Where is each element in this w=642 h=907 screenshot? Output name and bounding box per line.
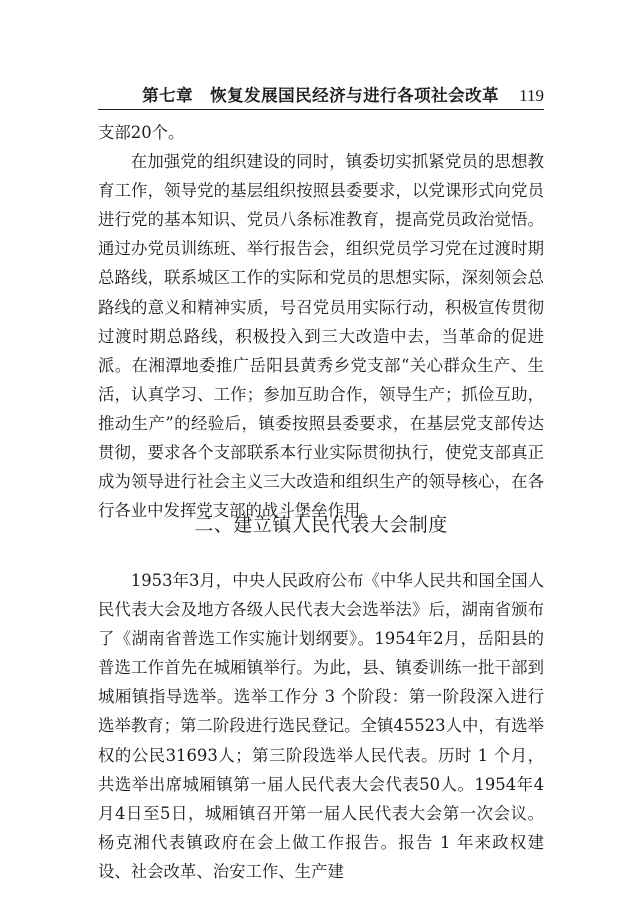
chapter-title: 第七章 恢复发展国民经济与进行各项社会改革 xyxy=(142,86,500,105)
paragraph-party-education: 在加强党的组织建设的同时，镇委切实抓紧党员的思想教育工作，领导党的基层组织按照县委要求，以党课形式向党员进行党的基本知识、党员八条标准教育，提高党员政治觉悟。通过办党员训练班、举行报告会，组织党员学习党在过渡时期总路线，联系城区工作的实际和党员的思想实际，深刻领会总路线的意义和精神实质，号召党员用实际行动，积极宣传贯彻过渡时期总路线，积极投入到三大改造中去，当革命的促进派。在湘潭地委推广岳阳县黄秀乡党支部“关心群众生产、生活，认真学习、工作；参加互助合作，领导生产；抓俭互助，推动生产”的经验后，镇委按照县委要求，在基层党支部传达贯彻，要求各个支部联系本行业实际贯彻执行，使党支部真正成为领导进行社会主义三大改造和组织生产的领导核心，在各行各业中发挥党支部的战斗堡垒作用。 xyxy=(98,152,544,521)
text-block-after-heading xyxy=(98,566,544,886)
paragraph-election: 1953年3月，中央人民政府公布《中华人民共和国全国人民代表大会及地方各级人民代表大会选举法》后，湖南省颁布了《湖南省普选工作实施计划纲要》。1954年2月，岳阳县的普选工作首先在城厢镇举行。为此，县、镇委训练一批干部到城厢镇指导选举。选举工作分 3 个阶段：第一阶段深入进行选举教育；第二阶段进行选民登记。全镇45523人中，有选举权的公民31693人；第三阶段选举人民代表。历时 1 个月，共选举出席城厢镇第一届人民代表大会代表50人。1954年4月4日至5日，城厢镇召开第一届人民代表大会第一次会议。杨克湘代表镇政府在会上做工作报告。报告 1 年来政权建设、社会改革、治安工作、生产建 xyxy=(98,571,544,881)
section-heading: 二、建立镇人民代表大会制度 xyxy=(194,514,448,536)
paragraph-continued: 支部20个。 xyxy=(98,123,185,142)
text-block-before-heading xyxy=(98,118,544,525)
running-header xyxy=(98,80,544,110)
page-number: 119 xyxy=(519,86,544,105)
